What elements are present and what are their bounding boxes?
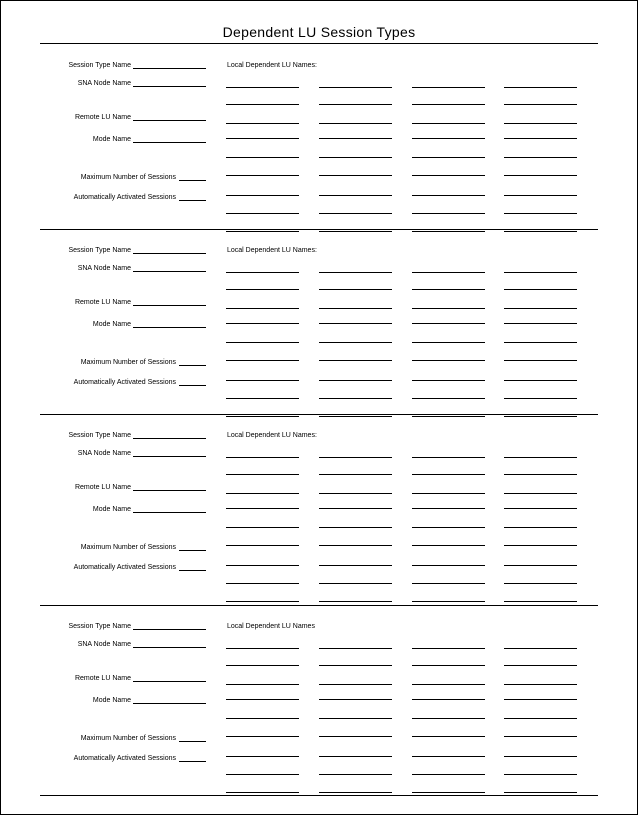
lu-name-field[interactable] [504, 601, 577, 602]
lu-name-field[interactable] [412, 213, 485, 214]
lu-name-field[interactable] [319, 231, 392, 232]
remote-lu-name-field[interactable] [133, 490, 206, 491]
mode-name-label: Mode Name [92, 506, 131, 513]
lu-name-field[interactable] [226, 493, 299, 494]
lu-name-field[interactable] [504, 213, 577, 214]
lu-name-field[interactable] [412, 474, 485, 475]
lu-name-field[interactable] [504, 231, 577, 232]
lu-name-field[interactable] [226, 323, 299, 324]
lu-name-field[interactable] [504, 123, 577, 124]
local-dependent-lu-names-label: Local Dependent LU Names: [227, 432, 317, 439]
lu-name-field[interactable] [319, 175, 392, 176]
session-type-name-label: Session Type Name [68, 432, 131, 439]
lu-name-field[interactable] [319, 457, 392, 458]
lu-name-field[interactable] [319, 123, 392, 124]
lu-name-field[interactable] [504, 272, 577, 273]
lu-name-field[interactable] [319, 565, 392, 566]
lu-name-field[interactable] [412, 493, 485, 494]
session-type-name-field[interactable] [133, 68, 206, 69]
session-type-section [0, 622, 638, 812]
lu-name-field[interactable] [319, 138, 392, 139]
lu-name-field[interactable] [319, 104, 392, 105]
sna-node-name-label: SNA Node Name [77, 641, 131, 648]
auto-activated-field[interactable] [179, 761, 206, 762]
lu-name-field[interactable] [319, 213, 392, 214]
lu-name-field[interactable] [412, 648, 485, 649]
lu-name-field[interactable] [412, 684, 485, 685]
lu-name-field[interactable] [504, 398, 577, 399]
lu-name-field[interactable] [504, 718, 577, 719]
session-type-name-field[interactable] [133, 438, 206, 439]
auto-activated-field[interactable] [179, 385, 206, 386]
lu-name-field[interactable] [504, 493, 577, 494]
lu-name-field[interactable] [319, 323, 392, 324]
lu-name-field[interactable] [226, 601, 299, 602]
lu-name-field[interactable] [504, 583, 577, 584]
lu-name-field[interactable] [319, 342, 392, 343]
lu-name-field[interactable] [412, 583, 485, 584]
max-sessions-field[interactable] [179, 365, 206, 366]
session-type-section [0, 246, 638, 436]
section-divider [40, 229, 598, 230]
lu-name-field[interactable] [319, 718, 392, 719]
lu-name-field[interactable] [226, 474, 299, 475]
session-type-section [0, 431, 638, 621]
local-dependent-lu-names-label: Local Dependent LU Names: [227, 62, 317, 69]
remote-lu-name-label: Remote LU Name [74, 675, 131, 682]
lu-name-field[interactable] [226, 565, 299, 566]
auto-activated-label: Automatically Activated Sessions [73, 379, 176, 386]
lu-name-field[interactable] [319, 289, 392, 290]
lu-name-field[interactable] [226, 736, 299, 737]
lu-name-field[interactable] [412, 601, 485, 602]
lu-name-field[interactable] [412, 360, 485, 361]
lu-name-field[interactable] [226, 699, 299, 700]
lu-name-field[interactable] [504, 416, 577, 417]
lu-name-field[interactable] [226, 527, 299, 528]
session-type-name-label: Session Type Name [68, 247, 131, 254]
lu-name-field[interactable] [319, 380, 392, 381]
lu-name-field[interactable] [319, 272, 392, 273]
lu-name-field[interactable] [504, 87, 577, 88]
lu-name-field[interactable] [412, 699, 485, 700]
lu-name-field[interactable] [226, 583, 299, 584]
title-divider [40, 43, 598, 44]
lu-name-field[interactable] [504, 457, 577, 458]
lu-name-field[interactable] [412, 565, 485, 566]
lu-name-field[interactable] [504, 545, 577, 546]
lu-name-field[interactable] [412, 508, 485, 509]
max-sessions-label: Maximum Number of Sessions [80, 174, 176, 181]
lu-name-field[interactable] [412, 774, 485, 775]
remote-lu-name-label: Remote LU Name [74, 114, 131, 121]
sna-node-name-field[interactable] [133, 456, 206, 457]
lu-name-field[interactable] [412, 323, 485, 324]
lu-name-field[interactable] [504, 104, 577, 105]
lu-name-field[interactable] [226, 195, 299, 196]
lu-name-field[interactable] [319, 493, 392, 494]
lu-name-field[interactable] [412, 398, 485, 399]
lu-name-field[interactable] [226, 380, 299, 381]
lu-name-field[interactable] [226, 175, 299, 176]
lu-name-field[interactable] [504, 665, 577, 666]
lu-name-field[interactable] [412, 308, 485, 309]
auto-activated-label: Automatically Activated Sessions [73, 194, 176, 201]
lu-name-field[interactable] [226, 123, 299, 124]
sna-node-name-field[interactable] [133, 271, 206, 272]
max-sessions-label: Maximum Number of Sessions [80, 359, 176, 366]
section-divider [40, 414, 598, 415]
lu-name-field[interactable] [319, 157, 392, 158]
max-sessions-field[interactable] [179, 741, 206, 742]
lu-name-field[interactable] [319, 699, 392, 700]
lu-name-field[interactable] [504, 565, 577, 566]
lu-name-field[interactable] [319, 648, 392, 649]
lu-name-field[interactable] [504, 508, 577, 509]
sna-node-name-label: SNA Node Name [77, 80, 131, 87]
lu-name-field[interactable] [504, 699, 577, 700]
sna-node-name-field[interactable] [133, 86, 206, 87]
lu-name-field[interactable] [412, 272, 485, 273]
sna-node-name-label: SNA Node Name [77, 450, 131, 457]
lu-name-field[interactable] [226, 272, 299, 273]
mode-name-label: Mode Name [92, 136, 131, 143]
lu-name-field[interactable] [319, 508, 392, 509]
lu-name-field[interactable] [226, 756, 299, 757]
lu-name-field[interactable] [412, 380, 485, 381]
lu-name-field[interactable] [226, 342, 299, 343]
lu-name-field[interactable] [504, 792, 577, 793]
lu-name-field[interactable] [504, 527, 577, 528]
lu-name-field[interactable] [412, 138, 485, 139]
mode-name-field[interactable] [133, 142, 206, 143]
lu-name-field[interactable] [319, 416, 392, 417]
lu-name-field[interactable] [319, 87, 392, 88]
mode-name-field[interactable] [133, 703, 206, 704]
lu-name-field[interactable] [226, 792, 299, 793]
lu-name-field[interactable] [412, 123, 485, 124]
lu-name-field[interactable] [412, 87, 485, 88]
lu-name-field[interactable] [504, 474, 577, 475]
lu-name-field[interactable] [226, 231, 299, 232]
lu-name-field[interactable] [319, 583, 392, 584]
lu-name-field[interactable] [226, 648, 299, 649]
lu-name-field[interactable] [319, 195, 392, 196]
sna-node-name-label: SNA Node Name [77, 265, 131, 272]
lu-name-field[interactable] [226, 398, 299, 399]
lu-name-field[interactable] [412, 736, 485, 737]
max-sessions-label: Maximum Number of Sessions [80, 544, 176, 551]
page-title: Dependent LU Session Types [222, 24, 416, 40]
lu-name-field[interactable] [226, 104, 299, 105]
lu-name-field[interactable] [504, 175, 577, 176]
lu-name-field[interactable] [226, 665, 299, 666]
sna-node-name-field[interactable] [133, 647, 206, 648]
session-type-name-label: Session Type Name [68, 623, 131, 630]
auto-activated-field[interactable] [179, 570, 206, 571]
max-sessions-field[interactable] [179, 180, 206, 181]
auto-activated-label: Automatically Activated Sessions [73, 755, 176, 762]
lu-name-field[interactable] [226, 157, 299, 158]
lu-name-field[interactable] [226, 457, 299, 458]
lu-name-field[interactable] [226, 508, 299, 509]
session-type-name-label: Session Type Name [68, 62, 131, 69]
lu-name-field[interactable] [412, 792, 485, 793]
lu-name-field[interactable] [319, 527, 392, 528]
lu-name-field[interactable] [412, 545, 485, 546]
local-dependent-lu-names-label: Local Dependent LU Names: [227, 247, 317, 254]
lu-name-field[interactable] [504, 360, 577, 361]
lu-name-field[interactable] [226, 718, 299, 719]
lu-name-field[interactable] [412, 527, 485, 528]
lu-name-field[interactable] [226, 416, 299, 417]
lu-name-field[interactable] [319, 601, 392, 602]
lu-name-field[interactable] [226, 545, 299, 546]
lu-name-field[interactable] [412, 231, 485, 232]
lu-name-field[interactable] [412, 175, 485, 176]
lu-name-field[interactable] [504, 342, 577, 343]
lu-name-field[interactable] [319, 684, 392, 685]
lu-name-field[interactable] [319, 774, 392, 775]
lu-name-field[interactable] [319, 360, 392, 361]
section-divider [40, 605, 598, 606]
lu-name-field[interactable] [226, 774, 299, 775]
mode-name-label: Mode Name [92, 321, 131, 328]
lu-name-field[interactable] [504, 774, 577, 775]
local-dependent-lu-names-label: Local Dependent LU Names [227, 623, 315, 630]
remote-lu-name-field[interactable] [133, 120, 206, 121]
max-sessions-field[interactable] [179, 550, 206, 551]
lu-name-field[interactable] [226, 308, 299, 309]
lu-name-field[interactable] [504, 736, 577, 737]
remote-lu-name-field[interactable] [133, 305, 206, 306]
remote-lu-name-label: Remote LU Name [74, 299, 131, 306]
lu-name-field[interactable] [226, 87, 299, 88]
lu-name-field[interactable] [319, 736, 392, 737]
lu-name-field[interactable] [226, 289, 299, 290]
mode-name-label: Mode Name [92, 697, 131, 704]
lu-name-field[interactable] [226, 138, 299, 139]
max-sessions-label: Maximum Number of Sessions [80, 735, 176, 742]
remote-lu-name-field[interactable] [133, 681, 206, 682]
remote-lu-name-label: Remote LU Name [74, 484, 131, 491]
lu-name-field[interactable] [504, 684, 577, 685]
lu-name-field[interactable] [412, 718, 485, 719]
lu-name-field[interactable] [504, 308, 577, 309]
lu-name-field[interactable] [319, 398, 392, 399]
section-divider [40, 795, 598, 796]
lu-name-field[interactable] [226, 213, 299, 214]
session-type-name-field[interactable] [133, 253, 206, 254]
lu-name-field[interactable] [412, 195, 485, 196]
lu-name-field[interactable] [504, 138, 577, 139]
lu-name-field[interactable] [504, 157, 577, 158]
lu-name-field[interactable] [412, 665, 485, 666]
lu-name-field[interactable] [319, 308, 392, 309]
lu-name-field[interactable] [504, 323, 577, 324]
lu-name-field[interactable] [504, 195, 577, 196]
lu-name-field[interactable] [504, 289, 577, 290]
mode-name-field[interactable] [133, 512, 206, 513]
lu-name-field[interactable] [319, 665, 392, 666]
lu-name-field[interactable] [412, 416, 485, 417]
lu-name-field[interactable] [319, 756, 392, 757]
mode-name-field[interactable] [133, 327, 206, 328]
lu-name-field[interactable] [412, 756, 485, 757]
lu-name-field[interactable] [504, 648, 577, 649]
lu-name-field[interactable] [412, 157, 485, 158]
auto-activated-label: Automatically Activated Sessions [73, 564, 176, 571]
lu-name-field[interactable] [412, 342, 485, 343]
lu-name-field[interactable] [319, 545, 392, 546]
session-type-section [0, 61, 638, 251]
lu-name-field[interactable] [504, 756, 577, 757]
lu-name-field[interactable] [412, 289, 485, 290]
lu-name-field[interactable] [319, 474, 392, 475]
lu-name-field[interactable] [226, 684, 299, 685]
auto-activated-field[interactable] [179, 200, 206, 201]
lu-name-field[interactable] [319, 792, 392, 793]
session-type-name-field[interactable] [133, 629, 206, 630]
lu-name-field[interactable] [412, 457, 485, 458]
lu-name-field[interactable] [412, 104, 485, 105]
lu-name-field[interactable] [504, 380, 577, 381]
lu-name-field[interactable] [226, 360, 299, 361]
